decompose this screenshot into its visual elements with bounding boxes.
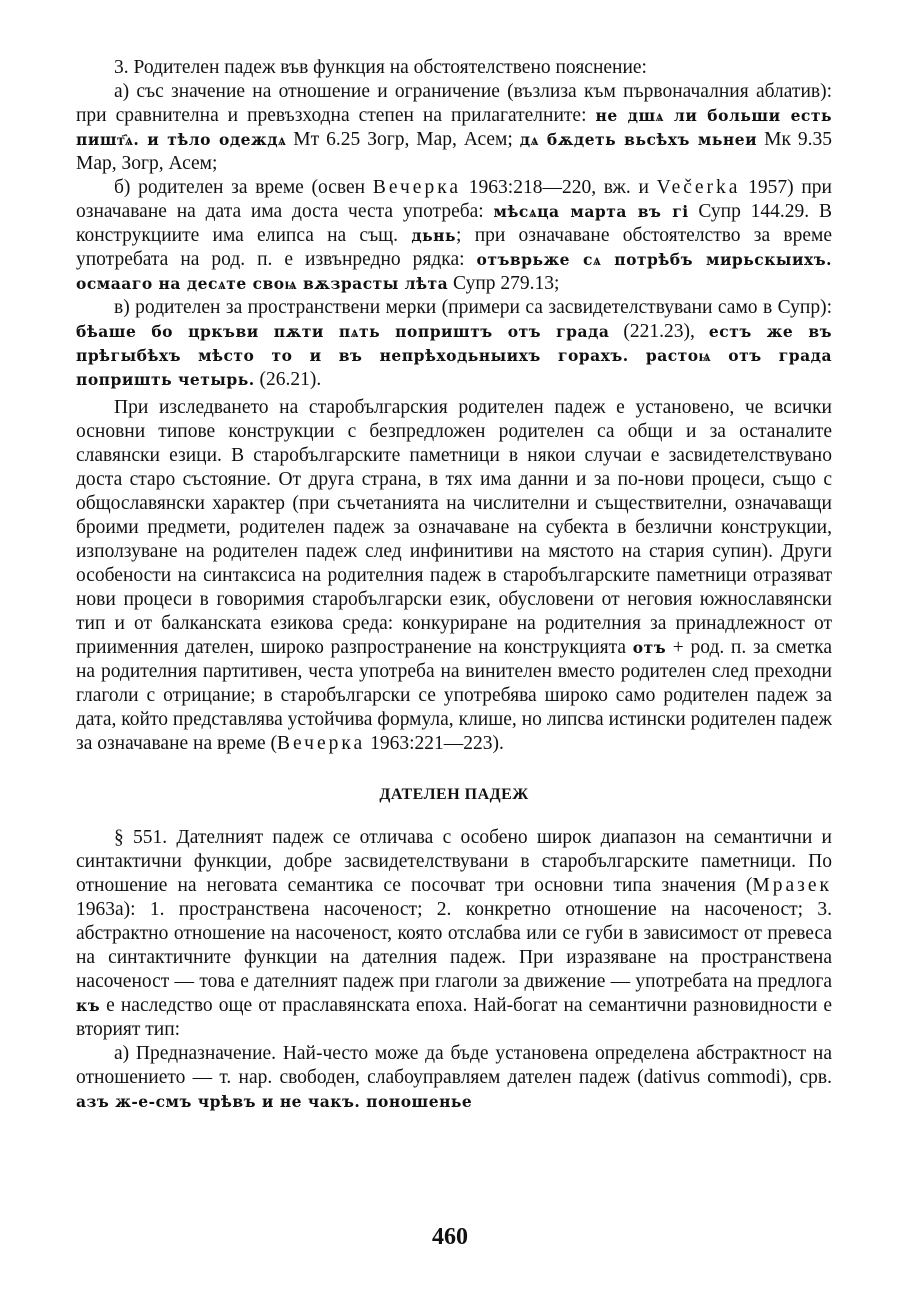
author-name: Вечерка: [372, 177, 462, 198]
author-name: Večerka: [656, 177, 741, 198]
page-number: 460: [432, 1224, 468, 1250]
old-bulgarian-example: азъ ж-е-смъ чрѣвъ и не чакъ. поношенье: [76, 1092, 473, 1111]
paragraph-genitive-circumstance: 3. Родителен падеж във функция на обстоятелствено пояснение:: [114, 57, 647, 78]
old-bulgarian-example: дѧ бѫдеть вьсѣхъ мьнеи: [519, 130, 758, 149]
old-bulgarian-example: не дшѧ ли больши есть пишт҄ѧ. и тѣло одеждѧ: [76, 106, 832, 149]
old-bulgarian-example: мѣсѧца марта въ гі: [493, 202, 689, 221]
paragraph-genitive-relation: а) със значение на отношение и ограничение (възлиза към първоначалния аблатив): при сравнителна и превъзходна степен на прилагателните: не дшѧ ли больши есть пишт҄ѧ. и тѣло одеждѧ Мт 6.25 Зогр, Мар, Асем; дѧ бѫдеть вьсѣхъ мьнеи Мк 9.35 Мар, Зогр, Асем;: [76, 81, 833, 174]
old-bulgarian-example: естъ же въ прѣгыбѣхъ мѣсто то и въ непрѣходьныихъ горахъ. растоѩ отъ града попришть четырь.: [76, 322, 832, 389]
paragraph-genitive-summary: При изследването на старобългарския родителен падеж е установено, че всички основни типове конструкции с безпредложен родителен са общи и за останалите славянски езици. В старобългарските паметници в някои случаи е засвидетелствувано доста старо състояние. От друга страна, в тях има данни и за по-нови процеси, също с общославянски характер (при съчетанията на числителни и съществителни, означаващи броими предмети, родителен падеж за означаване на субекта в безлични конструкции, използуване на родителен падеж след инфинитиви на мястото на стария супин). Други особености на синтаксиса на родителния падеж в старобългарските паметници отразяват нови процеси в говоримия старобългарски език, обусловени от неговия южнославянски тип и от балканската езикова среда: конкуриране на родителния за принадлежност от приименния дателен, широко разпространение на конструкцията отъ + род. п. за сметка на родителния партитивен, честа употреба на винителен вместо родителен след преходни глаголи с отрицание; в старобългарски се употребява широко само родителен падеж за дата, който представлява устойчива формула, клише, но липсва истински родителен падеж за означаване на време (Вечерка 1963:221—223).: [76, 397, 833, 754]
source-reference: Мк 9.35 Мар, Зогр, Асем;: [76, 129, 833, 174]
paragraph-genitive-time: б) родителен за време (освен Вечерка 1963:218—220, вж. и Večerka 1957) при означаване на дата има доста честа употреба: мѣсѧца марта въ гі Супр 144.29. В конструкциите има елипса на същ. дьнь; при означаване обстоятелство за време употребата на род. п. е извънредно рядка: отъврьже сѧ потрѣбъ мирьскыихъ. осмааго на десѧте своѩ вѫзрасты лѣта Супр 279.13;: [76, 177, 832, 294]
paragraph-genitive-space: в) родителен за пространствени мерки (примери са засвидетелствувани само в Супр): бѣаше бо цркъви пѫти пѧть поприштъ отъ града (221.23), естъ же въ прѣгыбѣхъ мѣсто то и въ непрѣходьныихъ горахъ. растоѩ отъ града попришть четырь. (26.21).: [76, 297, 832, 390]
source-reference: Мт 6.25 Зогр, Мар, Асем;: [286, 129, 513, 150]
old-bulgarian-example: отъврьже сѧ потрѣбъ мирьскыихъ. осмааго на десѧте своѩ вѫзрасты лѣта: [76, 250, 832, 293]
paragraph-dative-purpose: а) Предназначение. Най-често може да бъде установена определена абстрактност на отношението — т. нар. свободен, слабоуправляем дателен падеж (dativus commodi), срв. азъ ж-е-смъ чрѣвъ и не чакъ. поношенье: [76, 1043, 832, 1111]
section-heading: ДАТЕЛЕН ПАДЕЖ: [379, 786, 529, 803]
old-bulgarian-example: къ: [76, 996, 101, 1015]
author-name: Вечерка: [276, 733, 366, 754]
old-bulgarian-example: дьнь: [411, 226, 457, 245]
paragraph-dative-intro: § 551. Дателният падеж се отличава с особено широк диапазон на семантични и синтактични функции, добре засвидетелствувани в старобългарските паметници. По отношение на неговата семантика се посочват три основни типа значения (Мразек 1963а): 1. пространствена насоченост; 2. конкретно отношение на насоченост; 3. абстрактно отношение на насоченост, която отслабва или се губи в зависимост от превеса на синтактичните функции на дателния падеж. При изразяване на пространствена насоченост — това е дателният падеж при глаголи за движение — употребата на предлога къ е наследство още от праславянската епоха. Най-богат на семантични разновидности е вторият тип:: [76, 827, 832, 1040]
old-bulgarian-example: бѣаше бо цркъви пѫти пѧть поприштъ отъ града: [76, 322, 610, 341]
author-name: Мразек: [752, 875, 832, 896]
old-bulgarian-example: отъ: [632, 638, 667, 657]
